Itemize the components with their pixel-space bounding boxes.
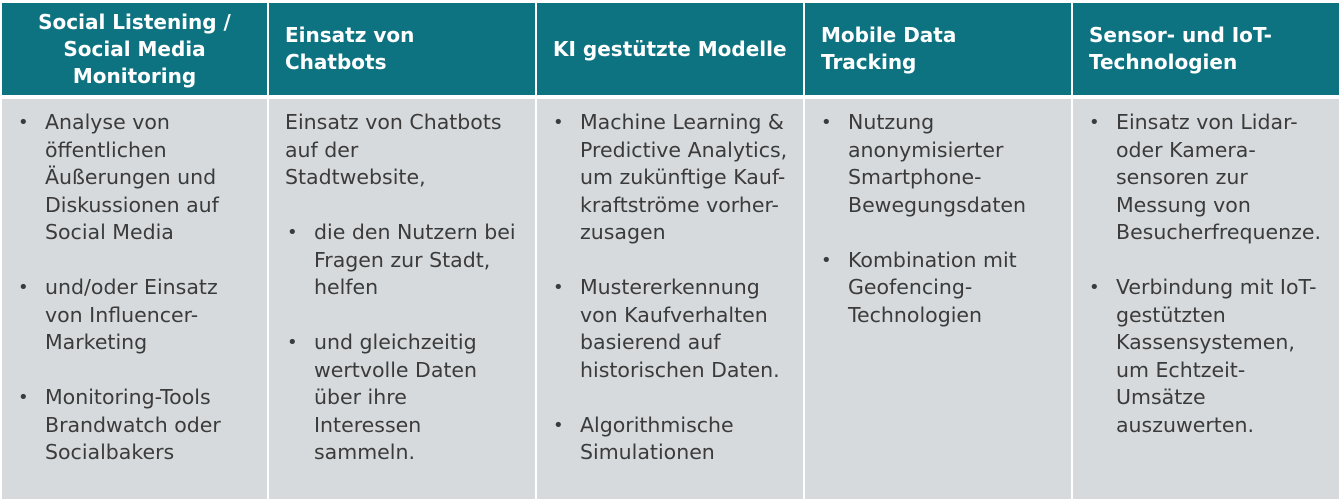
list-item-text: Nutzung anonymisierter Smartphone-Bewegungsdaten bbox=[848, 110, 1026, 217]
column-header-label: Einsatz von Chatbots bbox=[285, 23, 415, 74]
column-header-chatbots bbox=[269, 3, 535, 95]
list-item-text: Einsatz von Lidar- oder Kamera-sensoren zur Messung von Besucherfrequenze. bbox=[1116, 110, 1321, 244]
bullet-icon: • bbox=[553, 277, 564, 298]
column-body-sensor-iot bbox=[1073, 99, 1339, 499]
list-item-text: Machine Learning & Predictive Analytics, um zukünftige Kauf-kraftströme vorher-zusagen bbox=[580, 110, 788, 244]
column-body-mobile-data bbox=[805, 99, 1071, 499]
method-table bbox=[2, 3, 1336, 499]
column-header-sensor-iot bbox=[1073, 3, 1339, 95]
column-header-mobile-data bbox=[805, 3, 1071, 95]
column-header-label: Social Listening / Social Media Monitoring bbox=[38, 9, 231, 88]
list-item-text: Kombination mit Geofencing-Technologien bbox=[848, 247, 1017, 327]
list-item bbox=[1087, 109, 1331, 247]
bullet-icon: • bbox=[287, 332, 298, 353]
column-header-label: Mobile Data Tracking bbox=[821, 23, 957, 74]
list-item bbox=[819, 109, 1063, 219]
list-item-text: Algorithmische Simulationen bbox=[580, 412, 734, 464]
bullet-icon: • bbox=[18, 277, 29, 298]
list-item bbox=[285, 219, 527, 302]
list-item bbox=[1087, 274, 1331, 439]
list-item-text: und/oder Einsatz von Influencer-Marketing bbox=[45, 275, 218, 354]
bullet-icon: • bbox=[18, 387, 29, 408]
list-item bbox=[285, 329, 527, 467]
list-item bbox=[551, 274, 795, 384]
column-body-ki-modelle bbox=[537, 99, 803, 499]
column-header-ki-modelle bbox=[537, 3, 803, 95]
bullet-icon: • bbox=[1089, 277, 1100, 298]
intro-text: Einsatz von Chatbots auf der Stadtwebsite, bbox=[285, 110, 502, 189]
bullet-icon: • bbox=[821, 112, 832, 133]
list-item-text: die den Nutzern bei Fragen zur Stadt, helfen bbox=[314, 220, 516, 299]
bullet-icon: • bbox=[553, 414, 564, 436]
list-item bbox=[819, 247, 1063, 330]
list-item-text: Analyse von öffentlichen Äußerungen und Diskussionen auf Social Media bbox=[45, 110, 219, 244]
bullet-icon: • bbox=[821, 249, 832, 271]
bullet-icon: • bbox=[287, 222, 298, 243]
list-item bbox=[551, 109, 795, 247]
list-item-text: Verbindung mit IoT-gestützten Kassensystemen, um Echtzeit-Umsätze auszuwerten. bbox=[1116, 275, 1317, 437]
list-item bbox=[551, 412, 795, 467]
column-header-label: Sensor- und IoT-Technologien bbox=[1089, 23, 1272, 74]
column-header-label: KI gestützte Modelle bbox=[553, 36, 787, 61]
list-item bbox=[16, 109, 259, 247]
list-item bbox=[16, 384, 259, 467]
list-item-text: und gleichzeitig wertvolle Daten über ihre Interessen sammeln. bbox=[314, 330, 478, 464]
list-item-text: Monitoring-Tools Brandwatch oder Socialbakers bbox=[45, 385, 221, 464]
list-item bbox=[16, 274, 259, 357]
bullet-icon: • bbox=[553, 112, 564, 133]
column-body-social-listening bbox=[2, 99, 267, 499]
bullet-icon: • bbox=[1089, 112, 1100, 133]
list-item-text: Mustererkennung von Kaufverhalten basierend auf historischen Daten. bbox=[580, 275, 780, 382]
column-header-social-listening bbox=[2, 3, 267, 95]
column-body-chatbots bbox=[269, 99, 535, 499]
bullet-icon: • bbox=[18, 112, 29, 133]
